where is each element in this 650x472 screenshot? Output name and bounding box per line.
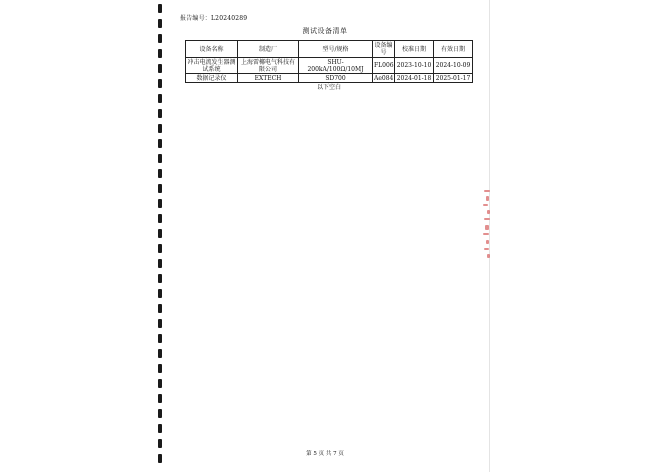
binding-hole-mark <box>158 409 162 418</box>
header-calibration-date: 校准日期 <box>395 41 434 58</box>
page-number: 第 5 页 共 7 页 <box>306 451 344 457</box>
empty-note-row <box>186 83 473 92</box>
binding-hole-mark <box>158 94 162 103</box>
binding-hole-mark <box>158 169 162 178</box>
seal-fragment <box>484 248 489 250</box>
seal-fragment <box>486 196 489 201</box>
binding-hole-mark <box>158 319 162 328</box>
report-number: 报告编号：L20240289 <box>180 15 248 22</box>
cell-valid-date: 2025-01-17 <box>434 74 473 83</box>
seal-fragment <box>485 225 489 230</box>
header-manufacturer: 制造厂 <box>238 41 299 58</box>
binding-hole-mark <box>158 289 162 298</box>
cell-equipment-no: Ae084 <box>374 74 394 82</box>
cell-calibration-date: 2023-10-10 <box>395 58 434 74</box>
binding-hole-mark <box>158 244 162 253</box>
table-row <box>186 58 473 74</box>
binding-hole-mark <box>158 139 162 148</box>
empty-note: 以下空白 <box>186 83 473 92</box>
header-equipment-name: 设备名称 <box>186 41 238 58</box>
cell-model: SHU-200kA/100Ω/10MJ <box>299 58 373 74</box>
binding-hole-mark <box>158 79 162 88</box>
binding-hole-mark <box>158 349 162 358</box>
seal-edge-marks <box>482 190 494 260</box>
seal-fragment <box>486 240 489 244</box>
cell-calibration-date: 2024-01-18 <box>395 74 434 83</box>
binding-hole-mark <box>158 364 162 373</box>
binding-hole-mark <box>158 259 162 268</box>
binding-hole-mark <box>158 184 162 193</box>
header-model: 型号/规格 <box>299 41 373 58</box>
binding-holes <box>158 0 164 472</box>
binding-hole-mark <box>158 4 162 13</box>
binding-hole-mark <box>158 274 162 283</box>
header-equipment-no: 设备编号 <box>374 42 393 56</box>
seal-fragment <box>487 210 490 214</box>
binding-hole-mark <box>158 439 162 448</box>
cell-equipment-name: 冲击电流发生器测试系统 <box>187 58 236 73</box>
cell-manufacturer: EXTECH <box>238 74 299 83</box>
table-row <box>186 74 473 83</box>
binding-hole-mark <box>158 214 162 223</box>
equipment-table <box>185 40 473 92</box>
seal-fragment <box>484 190 490 192</box>
seal-fragment <box>483 233 489 235</box>
binding-hole-mark <box>158 334 162 343</box>
binding-hole-mark <box>158 154 162 163</box>
cell-equipment-name: 数据记录仪 <box>186 74 238 83</box>
cell-equipment-no: FL006 <box>373 58 395 74</box>
cell-model: SD700 <box>299 74 373 83</box>
binding-hole-mark <box>158 124 162 133</box>
binding-hole-mark <box>158 229 162 238</box>
binding-hole-mark <box>158 49 162 58</box>
binding-hole-mark <box>158 199 162 208</box>
cell-manufacturer: 上海雷椰电气科技有限公司 <box>238 58 299 74</box>
cell-valid-date: 2024-10-09 <box>434 58 473 74</box>
binding-hole-mark <box>158 64 162 73</box>
binding-hole-mark <box>158 109 162 118</box>
table-header-row <box>186 41 473 58</box>
binding-hole-mark <box>158 304 162 313</box>
seal-fragment <box>484 218 490 220</box>
document-title: 测试设备清单 <box>302 27 348 35</box>
seal-fragment <box>487 254 490 258</box>
binding-hole-mark <box>158 379 162 388</box>
binding-hole-mark <box>158 424 162 433</box>
header-valid-date: 有效日期 <box>434 41 473 58</box>
binding-hole-mark <box>158 394 162 403</box>
seal-fragment <box>483 204 488 206</box>
